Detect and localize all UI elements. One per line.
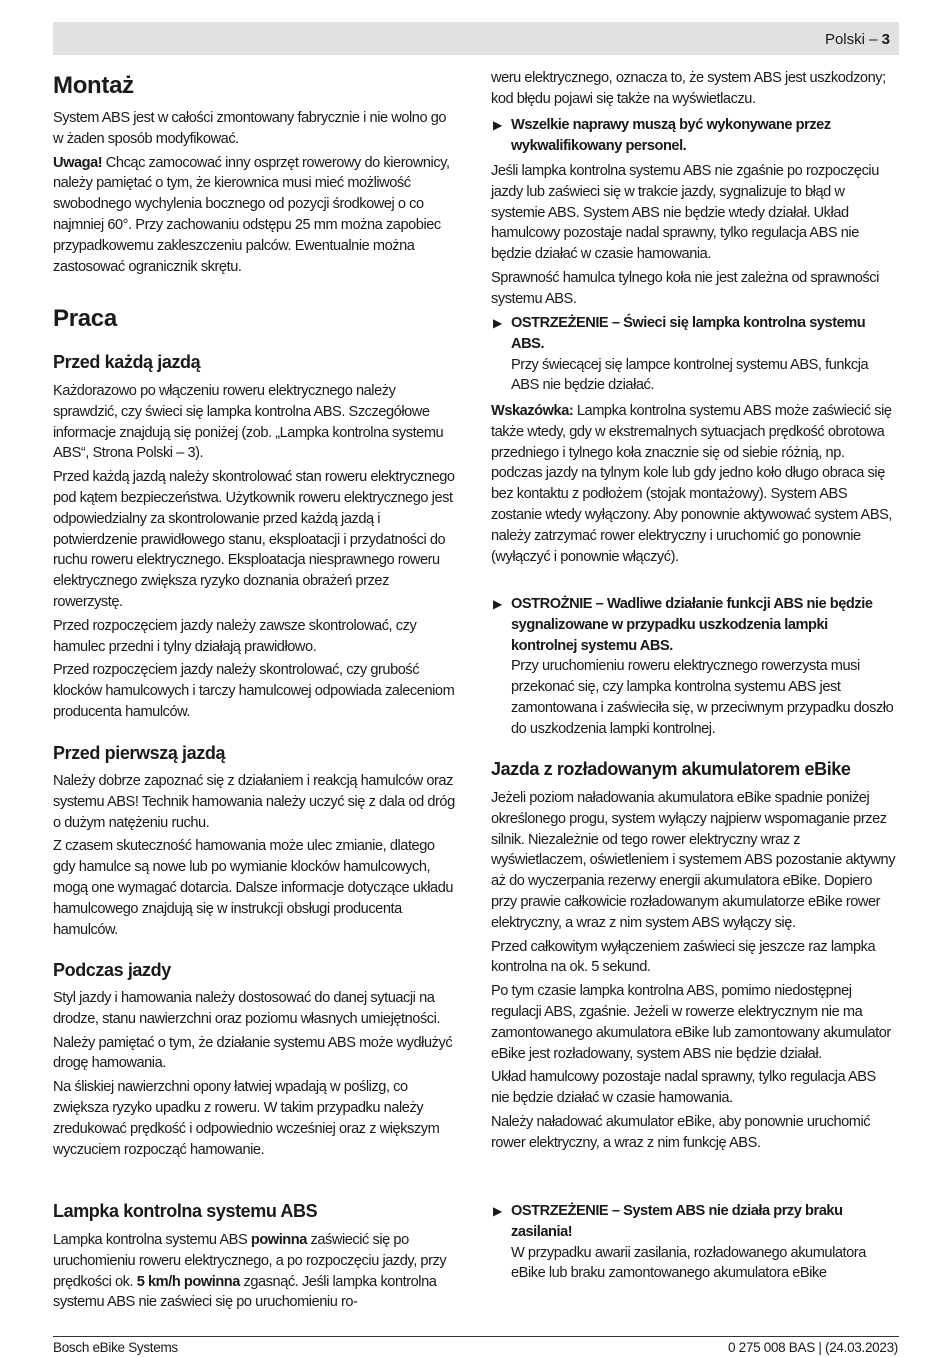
- paragraph: Każdorazowo po włączeniu roweru elektrycznego należy sprawdzić, czy świeci się lampka kontrolna ABS. Szczegółowe informacje znajdują się poniżej (zob. „Lampka kontrolna systemu ABS“, Strona Polski – 3).: [53, 383, 444, 462]
- paragraph: System ABS jest w całości zmontowany fabrycznie i nie wolno go w żaden sposób modyfikować.: [53, 110, 447, 147]
- subsection-title: Podczas jazdy: [53, 960, 171, 980]
- section-title-montaz: Montaż: [53, 72, 134, 99]
- paragraph: Lampka kontrolna systemu ABS powinna zaświecić się po uruchomieniu roweru elektrycznego, a po rozpoczęciu jazdy, przy prędkości ok. 5 km/h powinna zgasnąć. Jeśli lampka kontrolna systemu ABS nie zaświeci się po uruchomieniu ro-: [53, 1232, 447, 1311]
- footer-right: 0 275 008 BAS | (24.03.2023): [728, 1340, 898, 1355]
- paragraph: Po tym czasie lampka kontrolna ABS, pomimo niedostępnej regulacji ABS, zgaśnie. Jeżeli w rowerze elektrycznym nie ma zamontowanego akumulatora eBike lub zamontowany akumulator eBike jest rozładowany, system ABS nie będzie działał.: [491, 983, 891, 1062]
- paragraph: Jeżeli poziom naładowania akumulatora eBike spadnie poniżej określonego progu, system wyłączy najpierw wspomaganie przez silnik. Niezależnie od tego rower elektryczny wraz z wyświetlaczem, oświetleniem i systemem ABS pozostanie aktywny aż do wyczerpania rezerwy energii akumulatora eBike. Dopiero przy prawie całkowicie rozładowanym akumulatorze eBike rower elektryczny, a wraz z nim system ABS wyłączy się.: [491, 790, 896, 931]
- paragraph: Na śliskiej nawierzchni opony łatwiej wpadają w poślizg, co zwiększa ryzyko upadku z roweru. W takim przypadku należy zredukować prędkość i odpowiednio wcześniej oraz z większym wyczuciem rozpocząć hamowanie.: [53, 1079, 440, 1158]
- paragraph: weru elektrycznego, oznacza to, że system ABS jest uszkodzony; kod błędu pojawi się także na wyświetlaczu.: [491, 70, 886, 107]
- paragraph: Jeśli lampka kontrolna systemu ABS nie zgaśnie po rozpoczęciu jazdy lub zaświeci się w trakcie jazdy, sygnalizuje to błąd w systemie ABS. System ABS nie będzie wtedy działał. Układ hamulcowy pozostaje nadal sprawny, tylko regulacja ABS nie będzie działać w czasie hamowania.: [491, 163, 879, 263]
- paragraph: Uwaga! Chcąc zamocować inny osprzęt rowerowy do kierownicy, należy pamiętać o tym, że kierownica musi mieć możliwość swobodnego wychylenia bocznego od pozycji środkowej o co najmniej 60°. Przy zachowaniu odstępu 25 mm można zapobiec przypadkowemu zakleszczeniu palców. Ewentualnie można zastosować ogranicznik skrętu.: [53, 154, 450, 275]
- paragraph: Przed każdą jazdą należy skontrolować stan roweru elektrycznego pod kątem bezpieczeństwa. Użytkownik roweru elektrycznego jest odpowiedzialny za skontrolowanie przed każdą jazdą i potwierdzenie prawidłowego stanu, eksploatacji i przydatności do ruchu roweru elektrycznego. Eksploatacja niesprawnego roweru elektrycznego zwiększa ryzyko doznania obrażeń przez rowerzystę.: [53, 469, 455, 610]
- warning-item: ▶ OSTRZEŻENIE – System ABS nie działa przy braku zasilania! W przypadku awarii zasilania, rozładowanego akumulatora eBike lub braku zamontowanego akumulatora eBike: [491, 1201, 897, 1284]
- header-language: Polski: [824, 31, 865, 48]
- header-bar: [53, 22, 899, 55]
- paragraph: Przed rozpoczęciem jazdy należy skontrolować, czy grubość klocków hamulcowych i tarczy hamulcowej odpowiada zaleceniom producenta hamulców.: [53, 662, 455, 720]
- paragraph: Z czasem skuteczność hamowania może ulec zmianie, dlatego gdy hamulce są nowe lub po wymianie klocków hamulcowych, mogą one wymagać dotarcia. Dalsze informacje dotyczące układu hamulcowego znajdują się w instrukcji obsługi producenta hamulców.: [53, 838, 454, 938]
- paragraph: Przed całkowitym wyłączeniem zaświeci się jeszcze raz lampka kontrolna na ok. 5 sekund.: [491, 938, 876, 976]
- warning-item: ▶ OSTROŻNIE – Wadliwe działanie funkcji ABS nie będzie sygnalizowane w przypadku uszkodzenia lampki kontrolnej systemu ABS. Przy uruchomieniu roweru elektrycznego rowerzysta musi przekonać się, czy lampka kontrolna systemu ABS jest zamontowana i zaświeciła się, w przeciwnym przypadku doszło do uszkodzenia lampki kontrolnej.: [491, 594, 897, 740]
- paragraph: Wskazówka: Lampka kontrolna systemu ABS może zaświecić się także wtedy, gdy w ekstremalnych sytuacjach prędkość obrotowa przedniego i tylnego koła znacznie się od siebie różnią, np. podczas jazdy na tylnym kole lub gdy jedno koło długo obraca się bez kontaktu z podłożem (stojak montażowy). System ABS zostanie wtedy wyłączony. Aby ponownie aktywować system ABS, należy zatrzymać rower elektryczny i uruchomić go ponownie (wyłączyć i ponownie włączyć).: [491, 403, 893, 565]
- page-number: 3: [881, 31, 890, 48]
- paragraph: Styl jazdy i hamowania należy dostosować do danej sytuacji na drodze, stanu nawierzchni oraz poziomu własnych umiejętności.: [53, 990, 441, 1027]
- warning-body: Przy świecącej się lampce kontrolnej systemu ABS, funkcja ABS nie będzie działać.: [511, 356, 869, 394]
- paragraph: Należy naładować akumulator eBike, aby ponownie uruchomić rower elektryczny, a wraz z nim funkcję ABS.: [491, 1113, 871, 1151]
- page-header: Polski – 3: [824, 31, 890, 48]
- warning-body: Przy uruchomieniu roweru elektrycznego rowerzysta musi przekonać się, czy lampka kontrolna systemu ABS jest zamontowana i zaświeciła się, w przeciwnym przypadku doszło do uszkodzenia lampki kontrolnej.: [511, 658, 894, 737]
- paragraph: Przed rozpoczęciem jazdy należy zawsze skontrolować, czy hamulec przedni i tylny działają prawidłowo.: [53, 617, 417, 655]
- warning-body: W przypadku awarii zasilania, rozładowanego akumulatora eBike lub braku zamontowanego akumulatora eBike: [511, 1244, 866, 1282]
- arrow-icon: ▶: [493, 316, 502, 330]
- paragraph: Należy dobrze zapoznać się z działaniem i reakcją hamulców oraz systemu ABS! Technik hamowania należy uczyć się z dala od dróg o dużym natężeniu ruchu.: [53, 773, 455, 831]
- subsection-title: Jazda z rozładowanym akumulatorem eBike: [491, 759, 851, 779]
- paragraph: Układ hamulcowy pozostaje nadal sprawny, tylko regulacja ABS nie będzie działać w czasie hamowania.: [491, 1069, 876, 1107]
- subsection-title: Przed każdą jazdą: [53, 352, 201, 372]
- subsection-title: Przed pierwszą jazdą: [53, 743, 226, 763]
- arrow-icon: ▶: [493, 597, 502, 611]
- paragraph: Sprawność hamulca tylnego koła nie jest zależna od sprawności systemu ABS.: [491, 269, 879, 307]
- arrow-icon: ▶: [493, 118, 502, 132]
- subsection-title: Lampka kontrolna systemu ABS: [53, 1201, 318, 1221]
- warning-item: ▶ Wszelkie naprawy muszą być wykonywane przez wykwalifikowany personel.: [493, 117, 831, 154]
- section-title-praca: Praca: [53, 305, 117, 332]
- arrow-icon: ▶: [493, 1204, 502, 1218]
- footer-rule: [53, 1336, 899, 1337]
- warning-item: ▶ OSTRZEŻENIE – Świeci się lampka kontrolna systemu ABS. Przy świecącej się lampce kontrolnej systemu ABS, funkcja ABS nie będzie działać.: [491, 313, 897, 396]
- footer-left: Bosch eBike Systems: [53, 1340, 178, 1355]
- paragraph: Należy pamiętać o tym, że działanie systemu ABS może wydłużyć drogę hamowania.: [53, 1034, 453, 1072]
